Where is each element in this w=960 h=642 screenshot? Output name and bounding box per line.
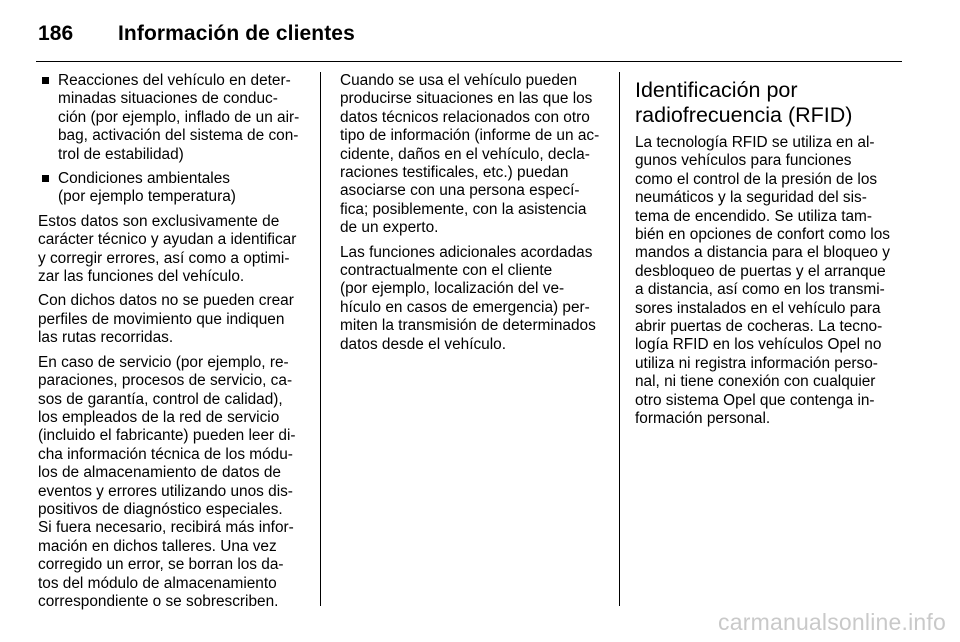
paragraph: Cuando se usa el vehículo pueden producirse situaciones en las que los datos técnicos relacionados con otro tipo de información (informe de un ac- cidente, daños en el vehículo, decla- raciones testificales, etc.) puedan asociarse con una persona especí- fica; posiblemente, con la asistencia de un experto. (340, 72, 600, 237)
bullet-text: Reacciones del vehículo en deter- minadas situaciones de conduc- ción (por ejemplo, inflado de un air- bag, activación del sistema de con- trol de estabilidad) (58, 72, 300, 163)
paragraph: Las funciones adicionales acordadas contractualmente con el cliente (por ejemplo, localización del ve- hículo en casos de emergencia) per- miten la transmisión de determinados datos desde el vehículo. (340, 243, 596, 353)
page-number: 186 (38, 22, 74, 45)
watermark: carmanualsonline.info (718, 609, 946, 635)
paragraph: La tecnología RFID se utiliza en al- gunos vehículos para funciones como el control de la presión de los neumáticos y la seguridad del sis- tema de encendido. Se utiliza tam- bién en opciones de confort como los mandos a distancia para el bloqueo y desbloqueo de puertas y el arranque a distancia, así como en los transmi- sores instalados en el vehículo para abrir puertas de cocheras. La tecno- logía RFID en los vehículos Opel no utiliza ni registra información perso- nal, ni tiene conexión con cualquier otro sistema Opel que contenga in- formación personal. (635, 134, 890, 428)
column-divider-1 (320, 72, 321, 606)
section-title-rfid: Identificación por radiofrecuencia (RFID) (635, 78, 853, 127)
column-1 (38, 72, 306, 617)
bullet-item (38, 170, 306, 207)
column-3 (635, 78, 905, 435)
bullet-text: Condiciones ambientales (por ejemplo temperatura) (58, 170, 236, 206)
square-bullet-icon (42, 175, 49, 182)
paragraph: Con dichos datos no se pueden crear perfiles de movimiento que indiquen las rutas recorridas. (38, 292, 294, 347)
paragraph: En caso de servicio (por ejemplo, re- paraciones, procesos de servicio, ca- sos de garantía, control de calidad), los empleados de la red de servicio (incluido el fabricante) pueden leer di- cha información técnica de los módu- los de almacenamiento de datos de eventos y errores utilizando unos dis- positivos de diagnóstico especiales. Si fuera necesario, recibirá más infor- mación en dichos talleres. Una vez corregido un error, se borran los da- tos del módulo de almacenamiento correspondiente o se sobrescriben. (38, 353, 296, 610)
bullet-item (38, 72, 306, 164)
column-divider-2 (619, 72, 620, 606)
page-title: Información de clientes (118, 22, 355, 45)
header-rule (36, 61, 902, 62)
column-2 (340, 72, 605, 360)
page-header (38, 16, 355, 52)
square-bullet-icon (42, 77, 49, 84)
paragraph: Estos datos son exclusivamente de carácter técnico y ayudan a identificar y corregir errores, así como a optimi- zar las funciones del vehículo. (38, 212, 297, 286)
